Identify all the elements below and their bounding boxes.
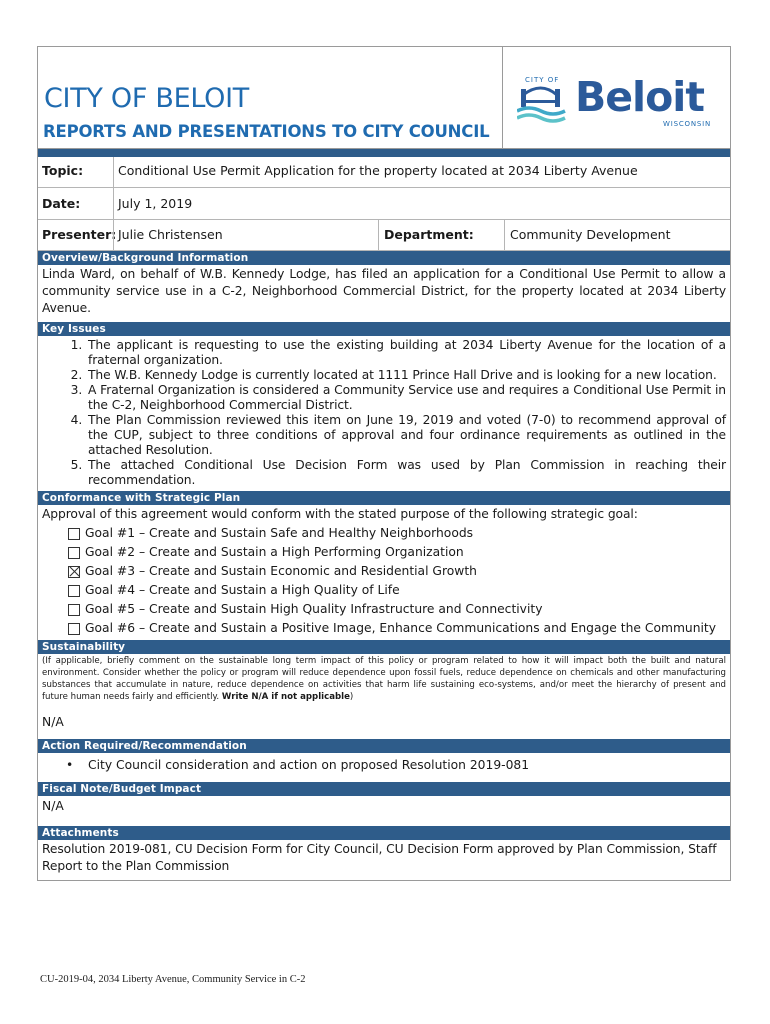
goal-checklist xyxy=(38,524,730,638)
goal-checkbox[interactable] xyxy=(68,604,80,616)
goal-checkbox[interactable] xyxy=(68,623,80,635)
column-divider xyxy=(113,157,114,187)
sustainability-value: N/A xyxy=(42,715,64,729)
goal-checkbox[interactable] xyxy=(68,547,80,559)
key-issues-list xyxy=(38,336,730,491)
action-item xyxy=(38,753,730,782)
goal-label: Goal #6 – Create and Sustain a Positive Image, Enhance Communications and Engage the Community xyxy=(85,621,717,635)
logo-city-of: CITY OF xyxy=(525,76,560,84)
header-logo-block xyxy=(502,47,730,148)
goal-label: Goal #5 – Create and Sustain High Quality Infrastructure and Connectivity xyxy=(85,602,543,616)
goal-item xyxy=(38,524,730,543)
header-title-block xyxy=(38,47,502,148)
goal-checkbox-checked[interactable] xyxy=(68,566,80,578)
attachments-heading: Attachments xyxy=(38,826,730,840)
bridge-logo-icon xyxy=(517,81,569,125)
date-label: Date: xyxy=(42,196,81,211)
bullet-icon: • xyxy=(66,758,74,772)
logo-wordmark: Beloit xyxy=(575,73,704,121)
column-divider xyxy=(113,188,114,219)
action-text: City Council consideration and action on proposed Resolution 2019-081 xyxy=(88,758,530,772)
goal-item xyxy=(38,581,730,600)
report-header xyxy=(38,47,730,149)
action-heading: Action Required/Recommendation xyxy=(38,739,730,753)
conformance-intro: Approval of this agreement would conform with the stated purpose of the following strategic goal: xyxy=(42,507,638,521)
presenter-label: Presenter: xyxy=(42,227,117,242)
sustainability-heading: Sustainability xyxy=(38,640,730,654)
column-divider xyxy=(113,220,114,250)
header-divider xyxy=(38,149,730,157)
logo-state: WISCONSIN xyxy=(663,120,712,128)
goal-label: Goal #2 – Create and Sustain a High Performing Organization xyxy=(85,545,464,559)
city-title: CITY OF BELOIT xyxy=(44,83,249,114)
overview-heading: Overview/Background Information xyxy=(38,251,730,265)
key-issues-heading: Key Issues xyxy=(38,322,730,336)
presenter-value: Julie Christensen xyxy=(118,227,223,242)
report-subtitle: REPORTS AND PRESENTATIONS TO CITY COUNCIL xyxy=(43,122,490,141)
goal-label: Goal #1 – Create and Sustain Safe and Healthy Neighborhoods xyxy=(85,526,474,540)
column-divider xyxy=(504,220,505,250)
sustainability-instructions xyxy=(38,654,730,703)
topic-row xyxy=(38,157,730,188)
list-item: 2. The W.B. Kennedy Lodge is currently located at 1111 Prince Hall Drive and is looking for a new location. xyxy=(86,368,726,383)
goal-item xyxy=(38,619,730,638)
goal-item xyxy=(38,543,730,562)
date-row xyxy=(38,188,730,220)
instructions-end: ) xyxy=(349,692,354,702)
list-item: 1. The applicant is requesting to use the existing building at 2034 Liberty Avenue for the location of a fraternal organization. xyxy=(86,338,726,368)
list-item: 4. The Plan Commission reviewed this item on June 19, 2019 and voted (7-0) to recommend approval of the CUP, subject to three conditions of approval and four ordinance requirements as outlined in the attached Resolution. xyxy=(86,413,726,458)
goal-item xyxy=(38,562,730,581)
fiscal-value: N/A xyxy=(42,799,64,813)
conformance-heading: Conformance with Strategic Plan xyxy=(38,491,730,505)
council-report-form xyxy=(37,46,731,881)
list-item: 5. The attached Conditional Use Decision Form was used by Plan Commission in reaching their recommendation. xyxy=(86,458,726,488)
fiscal-heading: Fiscal Note/Budget Impact xyxy=(38,782,730,796)
topic-value: Conditional Use Permit Application for the property located at 2034 Liberty Avenue xyxy=(118,163,638,178)
goal-label: Goal #4 – Create and Sustain a High Quality of Life xyxy=(85,583,400,597)
goal-item xyxy=(38,600,730,619)
department-label: Department: xyxy=(384,227,474,242)
beloit-logo xyxy=(517,75,717,131)
column-divider xyxy=(378,220,379,250)
list-item: 3. A Fraternal Organization is considered a Community Service use and requires a Conditional Use Permit in the C-2, Neighborhood Commercial District. xyxy=(86,383,726,413)
topic-label: Topic: xyxy=(42,163,84,178)
attachments-text: Resolution 2019-081, CU Decision Form for City Council, CU Decision Form approved by Plan Commission, Staff Report to the Plan Commission xyxy=(42,842,717,873)
date-value: July 1, 2019 xyxy=(118,196,193,211)
overview-text: Linda Ward, on behalf of W.B. Kennedy Lodge, has filed an application for a Conditional Use Permit to allow a community service use in a C-2, Neighborhood Commercial District, for the property located at 2034 Liberty Avenue. xyxy=(42,267,726,315)
page-footer: CU-2019-04, 2034 Liberty Avenue, Community Service in C-2 xyxy=(40,974,306,985)
goal-checkbox[interactable] xyxy=(68,528,80,540)
goal-label: Goal #3 – Create and Sustain Economic and Residential Growth xyxy=(85,564,477,578)
department-value: Community Development xyxy=(510,227,671,242)
instructions-text: (If applicable, briefly comment on the sustainable long term impact of this policy or program related to how it will impact both the built and natural environment. Consider whether the policy or program will reduce dependence upon fossil fuels, reduce dependence on chemicals and other manufacturing substances that accumulate in nature, reduce dependence on activities that harm life sustaining eco-systems, and/or meet the hierarchy of present and future human needs fairly and efficiently. xyxy=(42,656,726,702)
instructions-bold-text: Write N/A if not applicable xyxy=(221,692,350,702)
goal-checkbox[interactable] xyxy=(68,585,80,597)
presenter-row xyxy=(38,220,730,251)
